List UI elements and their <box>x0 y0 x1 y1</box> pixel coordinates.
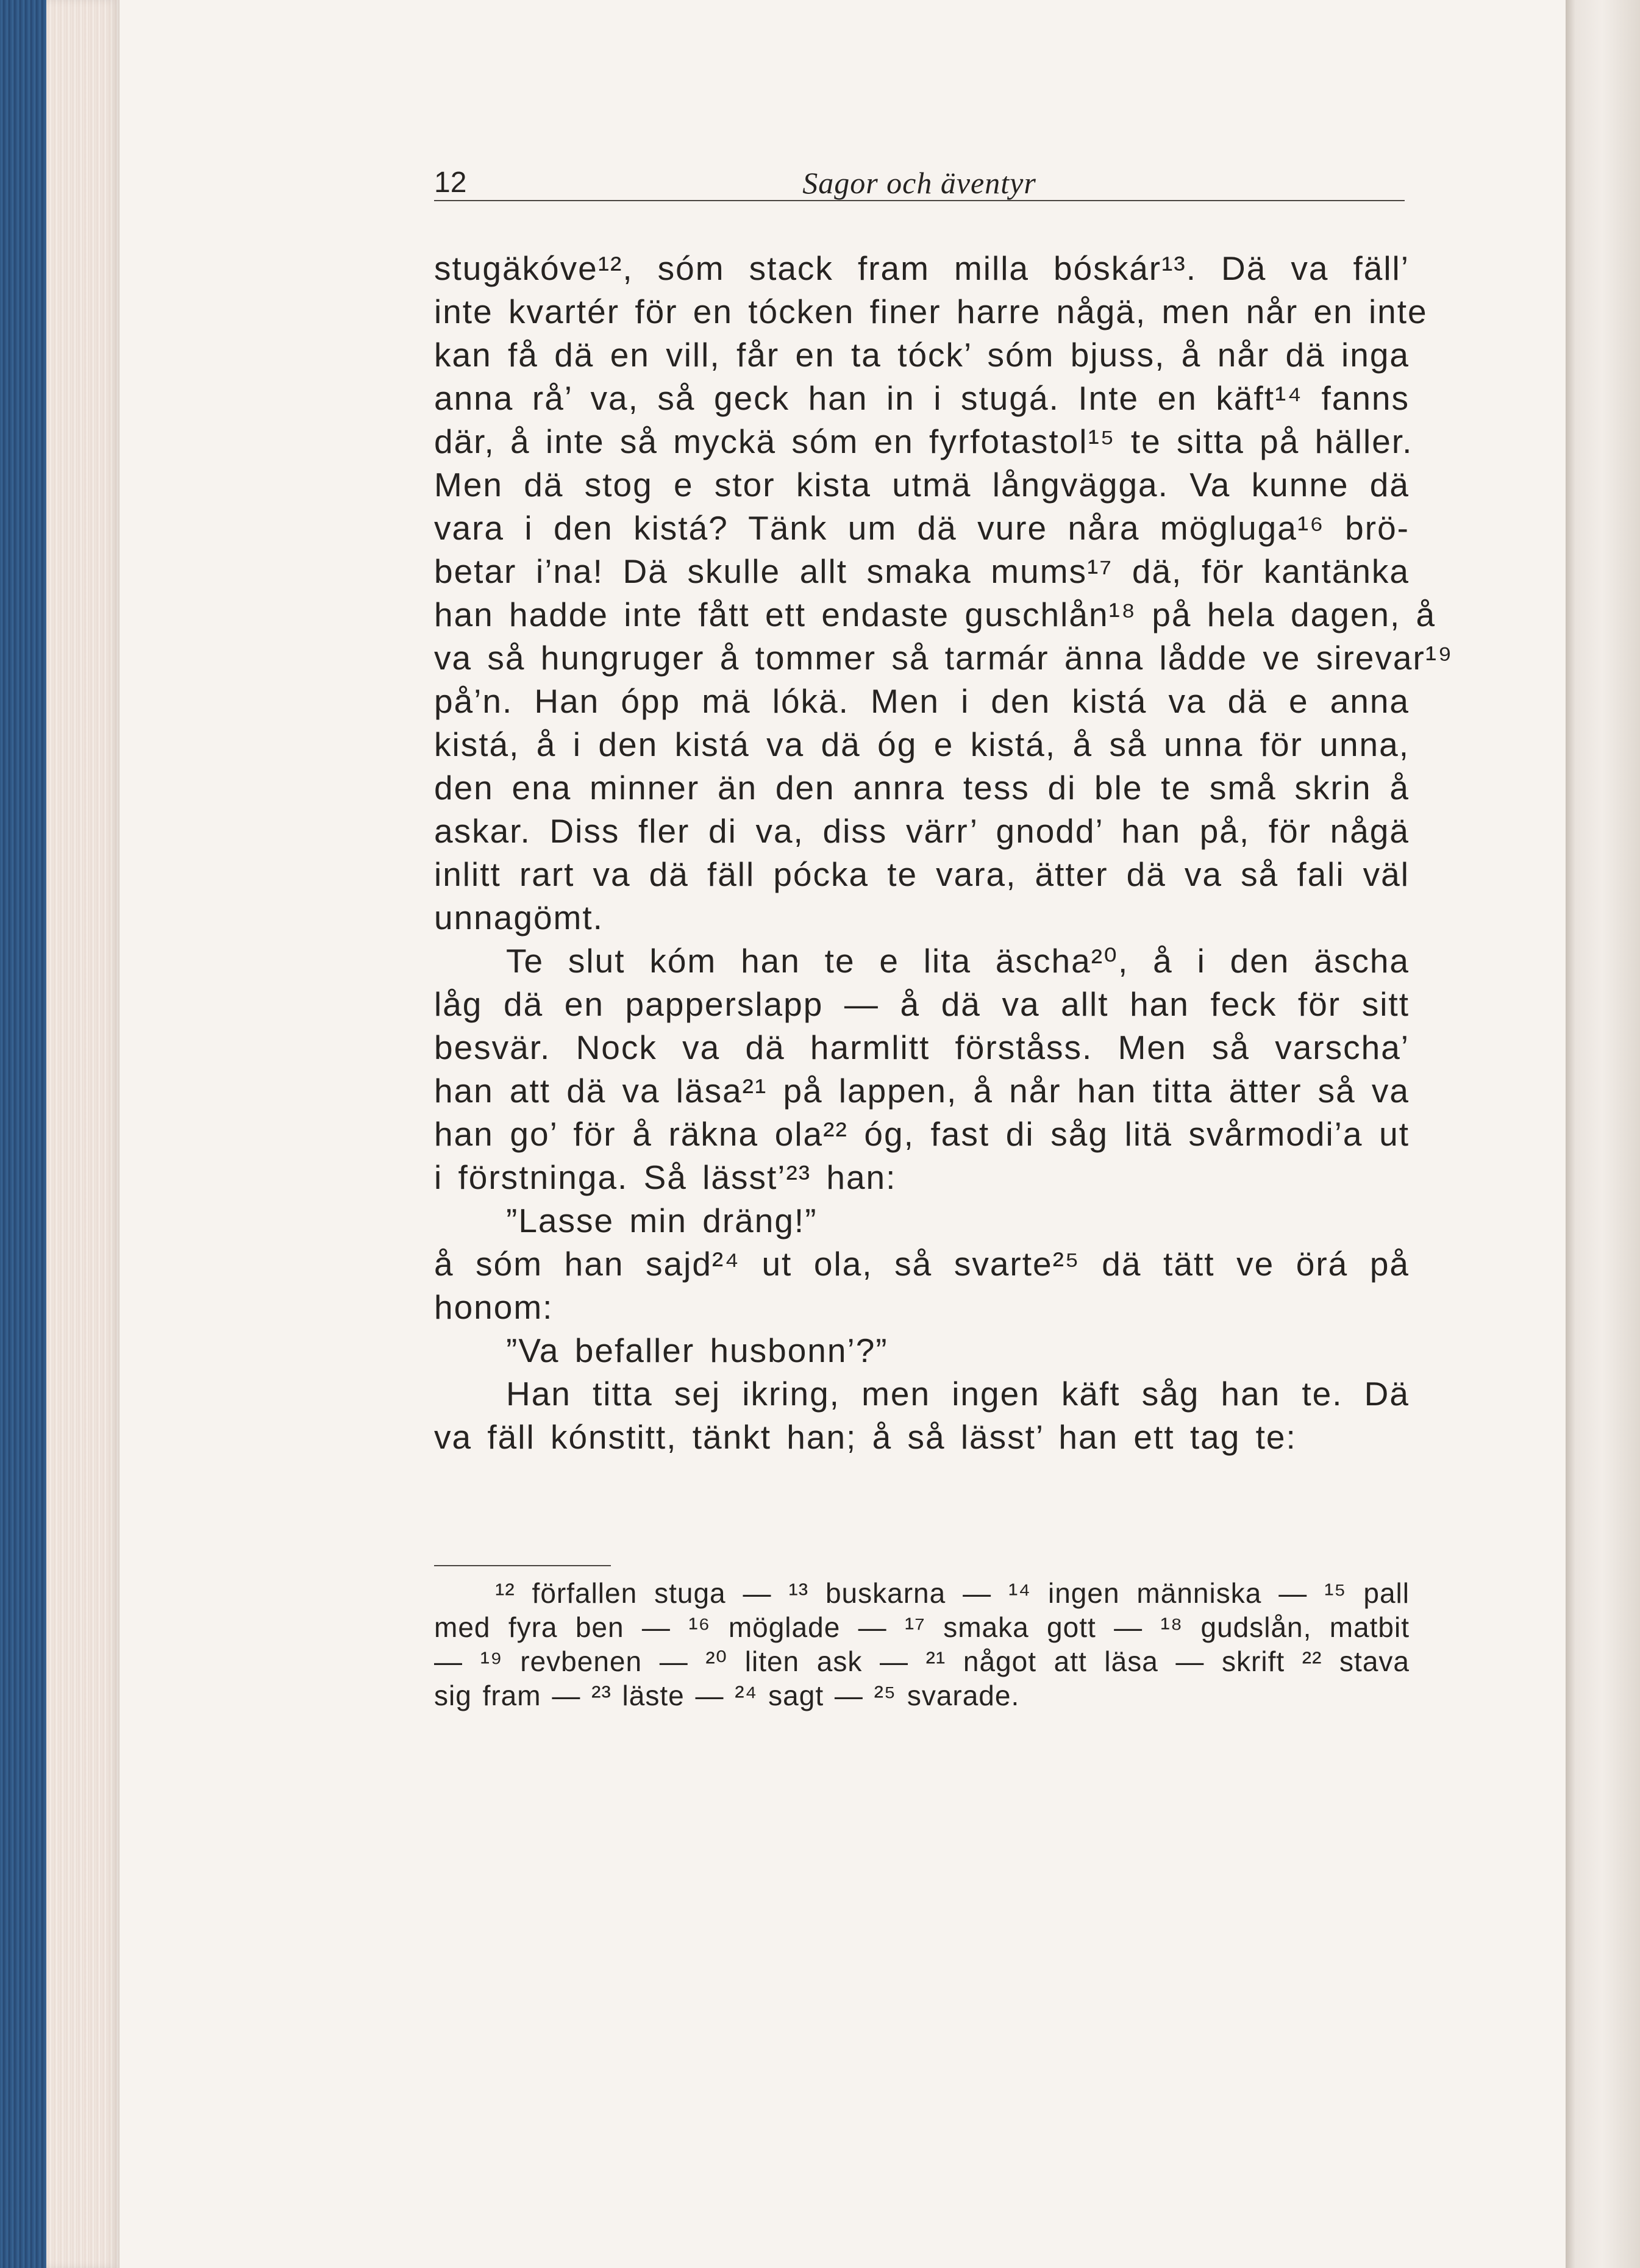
text-line: stugäkóve¹², sóm stack fram milla bóskár¹³. Dä va fäll’ <box>434 249 1410 287</box>
footnote-line: med fyra ben — ¹⁶ möglade — ¹⁷ smaka gott — ¹⁸ gudslån, matbit <box>434 1611 1410 1643</box>
text-line: vara i den kistá? Tänk um dä vure nåra mögluga¹⁶ brö- <box>434 509 1410 547</box>
text-line: askar. Diss fler di va, diss värr’ gnodd’ han på, för någä <box>434 812 1410 850</box>
text-line: han att dä va läsa²¹ på lappen, å når han titta ätter så va <box>434 1072 1410 1110</box>
text-line: inte kvartér för en tócken finer harre någä, men når en inte <box>434 293 1428 330</box>
footnotes <box>434 1576 1410 1713</box>
text-line: kistá, å i den kistá va dä óg e kistá, å så unna för unna, <box>434 726 1410 763</box>
footnote-divider <box>434 1565 611 1566</box>
text-line: unnagömt. <box>434 899 604 936</box>
text-line: kan få dä en vill, får en ta tóck’ sóm bjuss, å når dä inga <box>434 336 1410 374</box>
text-line: va fäll kónstitt, tänkt han; å så lässt’ han ett tag te: <box>434 1418 1297 1456</box>
text-line: inlitt rart va dä fäll pócka te vara, ätter dä va så fali väl <box>434 855 1410 893</box>
text-line: i förstninga. Så lässt’²³ han: <box>434 1158 897 1196</box>
book-cover-cloth <box>0 0 46 2268</box>
text-line: ”Va befaller husbonn’?” <box>506 1332 888 1369</box>
text-line: Te slut kóm han te e lita äscha²⁰, å i den äscha <box>506 942 1410 980</box>
text-line: honom: <box>434 1288 554 1326</box>
body-text <box>434 247 1453 1459</box>
text-line: besvär. Nock va dä harmlitt förståss. Men så varscha’ <box>434 1029 1410 1066</box>
text-line: ”Lasse min dräng!” <box>506 1202 818 1239</box>
running-title: Sagor och äventyr <box>802 166 1036 200</box>
page-header <box>434 166 1405 201</box>
page-number: 12 <box>434 166 467 199</box>
footnote-line: ¹² förfallen stuga — ¹³ buskarna — ¹⁴ ingen människa — ¹⁵ pall <box>495 1577 1410 1609</box>
text-line: anna rå’ va, så geck han in i stugá. Inte en käft¹⁴ fanns <box>434 379 1410 417</box>
text-line: han go’ för å räkna ola²² óg, fast di såg litä svårmodi’a ut <box>434 1115 1410 1153</box>
text-line: den ena minner än den annra tess di ble te små skrin å <box>434 769 1410 807</box>
text-line: Men dä stog e stor kista utmä långvägga. Va kunne dä <box>434 466 1410 504</box>
text-line: där, å inte så myckä sóm en fyrfotastol¹⁵ te sitta på häller. <box>434 423 1413 460</box>
text-line: han hadde inte fått ett endaste guschlån¹⁸ på hela dagen, å <box>434 596 1436 633</box>
text-line: va så hungruger å tommer så tarmár änna lådde ve sirevar¹⁹ <box>434 639 1453 677</box>
footnote-line: — ¹⁹ revbenen — ²⁰ liten ask — ²¹ något att läsa — skrift ²² stava <box>434 1646 1410 1677</box>
text-line: Han titta sej ikring, men ingen käft såg han te. Dä <box>506 1375 1410 1413</box>
text-line: låg dä en papperslapp — å dä va allt han feck för sitt <box>434 985 1410 1023</box>
text-line: på’n. Han ópp mä lókä. Men i den kistá va dä e anna <box>434 682 1410 720</box>
text-line: betar i’na! Dä skulle allt smaka mums¹⁷ dä, för kantänka <box>434 552 1410 590</box>
footnote-line: sig fram — ²³ läste — ²⁴ sagt — ²⁵ svarade. <box>434 1680 1020 1711</box>
facing-page-edge <box>1566 0 1640 2268</box>
page-stack-edge <box>46 0 119 2268</box>
text-line: å sóm han sajd²⁴ ut ola, så svarte²⁵ dä tätt ve örá på <box>434 1245 1410 1283</box>
